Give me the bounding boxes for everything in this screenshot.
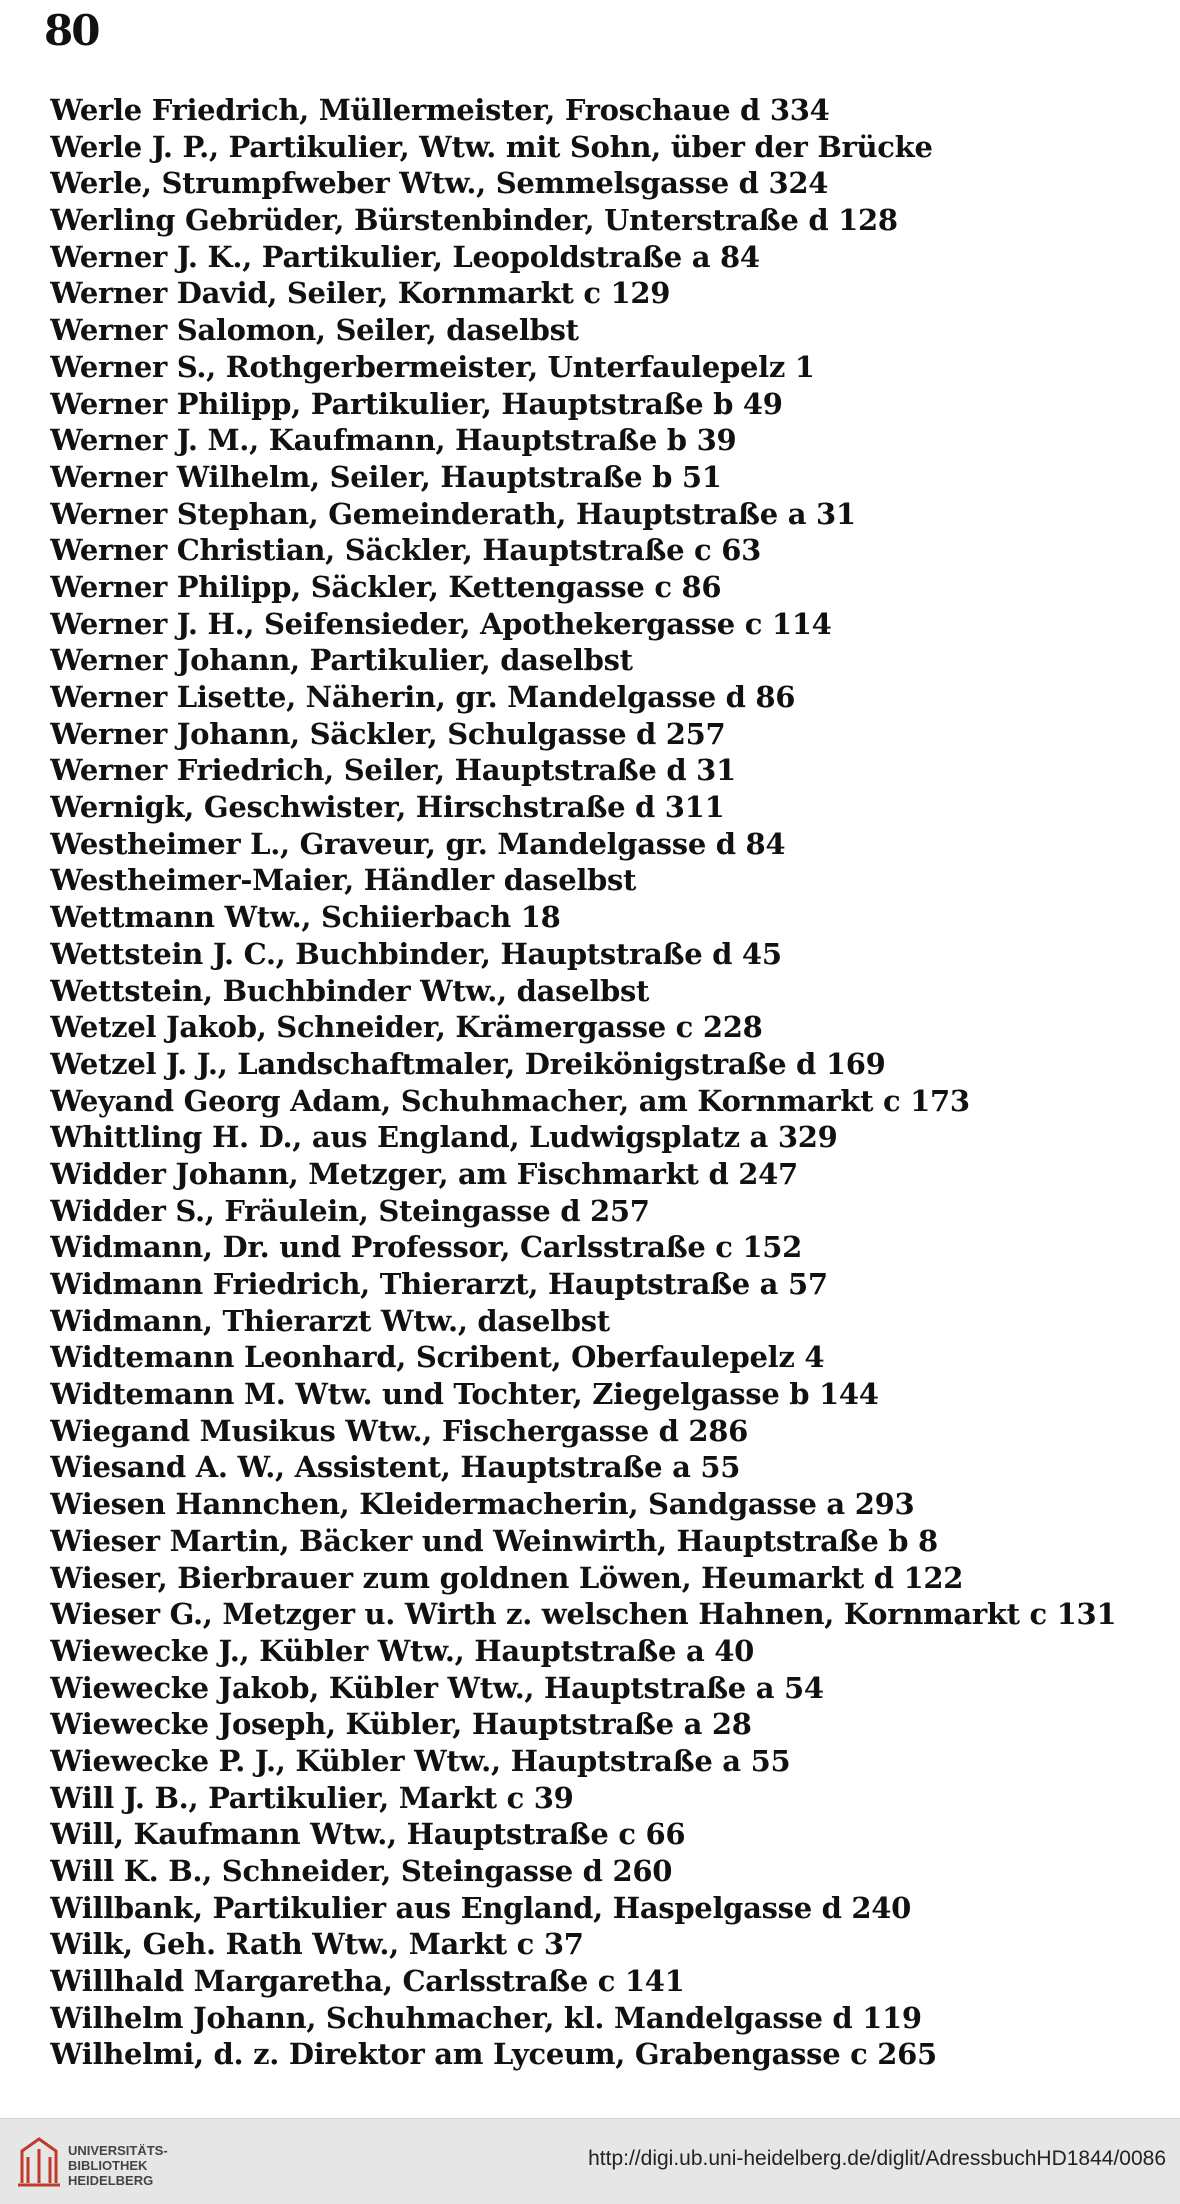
directory-entry: Werner Philipp, Partikulier, Hauptstraße b 49 (50, 386, 783, 421)
directory-entry: Willhald Margaretha, Carlsstraße c 141 (50, 1964, 685, 1999)
directory-entry: Wieser, Bierbrauer zum goldnen Löwen, Heumarkt d 122 (50, 1560, 964, 1595)
directory-entry: Wilhelm Johann, Schuhmacher, kl. Mandelgasse d 119 (50, 2000, 922, 2035)
footer-bar (0, 2118, 1180, 2204)
directory-entry: Wieser Martin, Bäcker und Weinwirth, Hauptstraße b 8 (50, 1523, 938, 1558)
directory-entry: Werner Johann, Säckler, Schulgasse d 257 (50, 716, 726, 751)
directory-entry: Wetzel Jakob, Schneider, Krämergasse c 228 (50, 1010, 763, 1045)
directory-entry: Werner David, Seiler, Kornmarkt c 129 (50, 276, 671, 311)
directory-entry: Weyand Georg Adam, Schuhmacher, am Kornmarkt c 173 (50, 1083, 970, 1118)
directory-entry: Werner Christian, Säckler, Hauptstraße c 63 (50, 533, 761, 568)
directory-entry: Werner Philipp, Säckler, Kettengasse c 86 (50, 569, 722, 604)
directory-entry: Werner J. K., Partikulier, Leopoldstraße a 84 (50, 239, 760, 274)
directory-entry: Widtemann Leonhard, Scribent, Oberfaulepelz 4 (50, 1340, 825, 1375)
directory-entry: Werner Friedrich, Seiler, Hauptstraße d 31 (50, 753, 736, 788)
directory-entry: Wetzel J. J., Landschaftmaler, Dreikönigstraße d 169 (50, 1046, 886, 1081)
directory-entry: Whittling H. D., aus England, Ludwigsplatz a 329 (50, 1120, 838, 1155)
directory-entry: Werner Stephan, Gemeinderath, Hauptstraße a 31 (50, 496, 856, 531)
directory-entry: Widder Johann, Metzger, am Fischmarkt d 247 (50, 1156, 798, 1191)
directory-entry: Wiewecke J., Kübler Wtw., Hauptstraße a 40 (50, 1633, 755, 1668)
directory-entry: Will J. B., Partikulier, Markt c 39 (50, 1780, 574, 1815)
source-url-link[interactable]: http://digi.ub.uni-heidelberg.de/diglit/AdressbuchHD1844/0086 (588, 2147, 1166, 2170)
directory-entry: Wiewecke P. J., Kübler Wtw., Hauptstraße a 55 (50, 1743, 791, 1778)
directory-entry: Werner Wilhelm, Seiler, Hauptstraße b 51 (50, 459, 722, 494)
page-number: 80 (44, 6, 99, 55)
directory-entry: Wilk, Geh. Rath Wtw., Markt c 37 (50, 1927, 584, 1962)
directory-entry: Wiewecke Joseph, Kübler, Hauptstraße a 28 (50, 1707, 752, 1742)
directory-entry: Werner Salomon, Seiler, daselbst (50, 313, 579, 348)
directory-entry: Wernigk, Geschwister, Hirschstraße d 311 (50, 790, 725, 825)
directory-entry: Widmann Friedrich, Thierarzt, Hauptstraße a 57 (50, 1267, 828, 1301)
directory-entry: Werle J. P., Partikulier, Wtw. mit Sohn, über der Brücke (50, 129, 933, 164)
directory-entry: Westheimer-Maier, Händler daselbst (50, 863, 637, 898)
directory-entry: Westheimer L., Graveur, gr. Mandelgasse d 84 (50, 826, 786, 861)
directory-entry: Wiewecke Jakob, Kübler Wtw., Hauptstraße a 54 (50, 1670, 824, 1705)
directory-entry: Werner Lisette, Näherin, gr. Mandelgasse d 86 (50, 680, 796, 714)
directory-entry: Werner J. M., Kaufmann, Hauptstraße b 39 (50, 423, 737, 458)
directory-entry: Werner S., Rothgerbermeister, Unterfaulepelz 1 (50, 349, 815, 384)
library-name-line3: HEIDELBERG (68, 2173, 154, 2188)
directory-entry: Wettstein J. C., Buchbinder, Hauptstraße d 45 (50, 936, 782, 971)
directory-entry: Wettmann Wtw., Schiierbach 18 (50, 900, 561, 935)
library-name-line1: UNIVERSITÄTS- (68, 2143, 168, 2158)
university-logo-icon (14, 2133, 64, 2191)
directory-entries (50, 92, 1160, 2073)
directory-entry: Widmann, Dr. und Professor, Carlsstraße c 152 (50, 1230, 803, 1265)
directory-entry: Widtemann M. Wtw. und Tochter, Ziegelgasse b 144 (50, 1377, 879, 1412)
directory-entry: Wilhelmi, d. z. Direktor am Lyceum, Grabengasse c 265 (50, 2037, 937, 2072)
directory-entry: Widmann, Thierarzt Wtw., daselbst (50, 1303, 610, 1338)
directory-entry: Wettstein, Buchbinder Wtw., daselbst (50, 973, 650, 1008)
directory-entry: Wiesen Hannchen, Kleidermacherin, Sandgasse a 293 (50, 1487, 915, 1522)
directory-entry: Werner Johann, Partikulier, daselbst (50, 643, 633, 678)
directory-entry: Werling Gebrüder, Bürstenbinder, Unterstraße d 128 (50, 203, 898, 238)
directory-entry: Werle Friedrich, Müllermeister, Froschaue d 334 (50, 93, 830, 127)
directory-entry: Werle, Strumpfweber Wtw., Semmelsgasse d 324 (50, 166, 829, 201)
directory-entry: Widder S., Fräulein, Steingasse d 257 (50, 1193, 650, 1228)
directory-entry: Werner J. H., Seifensieder, Apothekergasse c 114 (50, 606, 832, 641)
directory-entry: Will, Kaufmann Wtw., Hauptstraße c 66 (50, 1817, 686, 1852)
directory-entry: Wiegand Musikus Wtw., Fischergasse d 286 (50, 1413, 749, 1448)
directory-entry: Wieser G., Metzger u. Wirth z. welschen Hahnen, Kornmarkt c 131 (50, 1597, 1117, 1632)
library-name-line2: BIBLIOTHEK (68, 2158, 148, 2173)
directory-entry: Will K. B., Schneider, Steingasse d 260 (50, 1854, 673, 1888)
directory-entry: Willbank, Partikulier aus England, Haspelgasse d 240 (50, 1890, 912, 1925)
directory-entry: Wiesand A. W., Assistent, Hauptstraße a 55 (50, 1450, 741, 1485)
library-name (68, 2143, 168, 2188)
